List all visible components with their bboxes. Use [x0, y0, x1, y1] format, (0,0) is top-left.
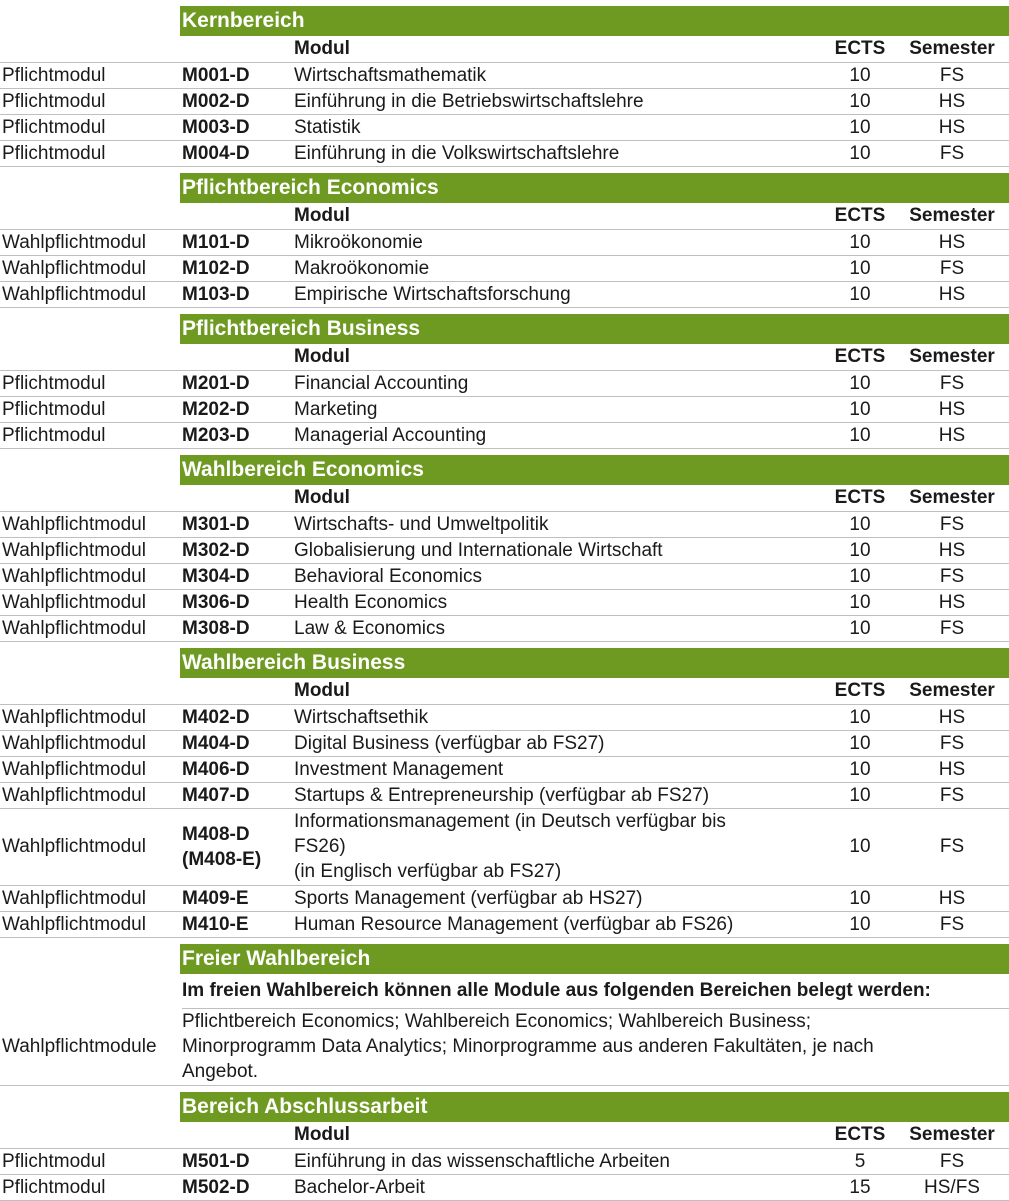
column-ects: ECTS: [834, 38, 886, 59]
module-code: M304-D: [182, 566, 250, 587]
module-name: Behavioral Economics: [294, 566, 482, 587]
table-row: [0, 282, 1009, 308]
module-code: M402-D: [182, 707, 250, 728]
module-type: Wahlpflichtmodul: [2, 836, 146, 857]
free-line: Pflichtbereich Economics; Wahlbereich Economics; Wahlbereich Business;: [182, 1011, 812, 1032]
module-name: Einführung in die Betriebswirtschaftslehre: [294, 91, 644, 112]
module-type: Wahlpflichtmodul: [2, 592, 146, 613]
free-line: Angebot.: [182, 1061, 259, 1082]
module-name: Startups & Entrepreneurship (verfügbar ab FS27): [294, 785, 710, 806]
module-code: M003-D: [182, 117, 250, 138]
module-ects: 10: [849, 514, 871, 535]
section-title: Pflichtbereich Economics: [180, 173, 1009, 203]
module-name: Sports Management (verfügbar ab HS27): [294, 888, 643, 909]
module-name: Financial Accounting: [294, 373, 469, 394]
module-type: Wahlpflichtmodul: [2, 284, 146, 305]
column-modul: Modul: [294, 205, 350, 226]
module-type: Pflichtmodul: [2, 117, 106, 138]
module-semester: FS: [939, 514, 965, 535]
column-semester: Semester: [909, 487, 995, 508]
module-ects: 10: [849, 836, 871, 857]
section-kernbereich: [0, 6, 1009, 167]
module-code: M410-E: [182, 914, 249, 935]
table-row: [0, 230, 1009, 256]
module-type: Pflichtmodul: [2, 425, 106, 446]
module-name: Wirtschaftsmathematik: [294, 65, 487, 86]
module-code: M408-D: [182, 824, 250, 845]
column-modul: Modul: [294, 346, 350, 367]
module-name: Statistik: [294, 117, 361, 138]
column-header-row: [0, 678, 1009, 705]
table-row: [0, 886, 1009, 912]
table-row: [0, 1175, 1009, 1201]
module-code: M409-E: [182, 888, 249, 909]
module-name: Globalisierung und Internationale Wirtschaft: [294, 540, 663, 561]
module-ects: 10: [849, 258, 871, 279]
module-code: M404-D: [182, 733, 250, 754]
module-semester: HS: [938, 399, 966, 420]
column-ects: ECTS: [834, 346, 886, 367]
section-title: Pflichtbereich Business: [180, 314, 1009, 344]
section-title: Wahlbereich Economics: [180, 455, 1009, 485]
module-semester: HS: [938, 425, 966, 446]
module-ects: 10: [849, 143, 871, 164]
free-line: Minorprogramm Data Analytics; Minorprogramme aus anderen Fakultäten, je nach: [182, 1036, 874, 1057]
table-row: [0, 912, 1009, 938]
module-type: Wahlpflichtmodul: [2, 258, 146, 279]
module-ects: 10: [849, 373, 871, 394]
module-ects: 10: [849, 759, 871, 780]
module-semester: HS/FS: [924, 1177, 980, 1198]
module-name: Wirtschafts- und Umweltpolitik: [294, 514, 549, 535]
module-code-alt: (M408-E): [182, 849, 262, 870]
section-abschlussarbeit: [0, 1092, 1009, 1201]
module-ects: 10: [849, 592, 871, 613]
section-title: Kernbereich: [180, 6, 1009, 36]
module-code: M306-D: [182, 592, 250, 613]
section-wahlbereich-economics: [0, 455, 1009, 642]
table-row: [0, 538, 1009, 564]
column-ects: ECTS: [834, 680, 886, 701]
module-name-block: [294, 809, 726, 884]
module-ects: 10: [849, 888, 871, 909]
column-modul: Modul: [294, 680, 350, 701]
module-name: Managerial Accounting: [294, 425, 487, 446]
module-code: M407-D: [182, 785, 250, 806]
table-row: [0, 590, 1009, 616]
module-code: M102-D: [182, 258, 250, 279]
module-name: Wirtschaftsethik: [294, 707, 429, 728]
module-name: Human Resource Management (verfügbar ab FS26): [294, 914, 734, 935]
module-code: M103-D: [182, 284, 250, 305]
module-ects: 10: [849, 566, 871, 587]
module-code: M002-D: [182, 91, 250, 112]
module-type: Wahlpflichtmodul: [2, 540, 146, 561]
module-semester: FS: [939, 258, 965, 279]
column-semester: Semester: [909, 346, 995, 367]
module-semester: HS: [938, 284, 966, 305]
module-type: Pflichtmodul: [2, 65, 106, 86]
module-ects: 10: [849, 707, 871, 728]
column-header-row: [0, 344, 1009, 371]
column-header-row: [0, 203, 1009, 230]
module-code-block: [182, 822, 261, 872]
module-type: Pflichtmodul: [2, 373, 106, 394]
table-row: [0, 423, 1009, 449]
module-name: Empirische Wirtschaftsforschung: [294, 284, 571, 305]
column-ects: ECTS: [834, 1124, 886, 1145]
module-ects: 10: [849, 284, 871, 305]
module-ects: 10: [849, 65, 871, 86]
free-description: [182, 1009, 982, 1084]
module-type: Wahlpflichtmodul: [2, 618, 146, 639]
module-semester: FS: [939, 618, 965, 639]
module-semester: FS: [939, 143, 965, 164]
module-ects: 10: [849, 733, 871, 754]
module-type: Wahlpflichtmodule: [2, 1036, 157, 1057]
column-modul: Modul: [294, 38, 350, 59]
module-type: Wahlpflichtmodul: [2, 733, 146, 754]
module-type: Pflichtmodul: [2, 1177, 106, 1198]
module-type: Pflichtmodul: [2, 399, 106, 420]
module-code: M201-D: [182, 373, 250, 394]
module-code: M501-D: [182, 1151, 250, 1172]
module-name: Makroökonomie: [294, 258, 430, 279]
module-type: Wahlpflichtmodul: [2, 759, 146, 780]
module-semester: FS: [939, 733, 965, 754]
section-freier-wahlbereich: [0, 944, 1009, 1086]
column-semester: Semester: [909, 1124, 995, 1145]
module-name: Investment Management: [294, 759, 504, 780]
free-row: [0, 1009, 1009, 1086]
column-ects: ECTS: [834, 487, 886, 508]
module-ects: 15: [849, 1177, 871, 1198]
module-type: Wahlpflichtmodul: [2, 707, 146, 728]
module-semester: FS: [939, 836, 965, 857]
module-type: Pflichtmodul: [2, 143, 106, 164]
section-title: Bereich Abschlussarbeit: [180, 1092, 1009, 1122]
module-code: M406-D: [182, 759, 250, 780]
table-row: [0, 371, 1009, 397]
module-code: M203-D: [182, 425, 250, 446]
table-row: [0, 783, 1009, 809]
column-modul: Modul: [294, 487, 350, 508]
table-row: [0, 757, 1009, 783]
column-header-row: [0, 1122, 1009, 1149]
module-semester: HS: [938, 592, 966, 613]
module-ects: 10: [849, 91, 871, 112]
table-row: [0, 141, 1009, 167]
module-name: Health Economics: [294, 592, 448, 613]
module-semester: HS: [938, 232, 966, 253]
module-name: Marketing: [294, 399, 378, 420]
module-ects: 10: [849, 117, 871, 138]
module-semester: FS: [939, 373, 965, 394]
module-type: Wahlpflichtmodul: [2, 914, 146, 935]
module-semester: HS: [938, 91, 966, 112]
module-type: Pflichtmodul: [2, 91, 106, 112]
column-modul: Modul: [294, 1124, 350, 1145]
column-ects: ECTS: [834, 205, 886, 226]
module-name: Bachelor-Arbeit: [294, 1177, 425, 1198]
module-ects: 5: [854, 1151, 866, 1172]
module-name: Digital Business (verfügbar ab FS27): [294, 733, 605, 754]
table-row: [0, 564, 1009, 590]
module-ects: 10: [849, 914, 871, 935]
module-code: M101-D: [182, 232, 250, 253]
section-pflichtbereich-business: [0, 314, 1009, 449]
module-type: Wahlpflichtmodul: [2, 888, 146, 909]
table-row: [0, 63, 1009, 89]
module-ects: 10: [849, 618, 871, 639]
module-code: M302-D: [182, 540, 250, 561]
module-semester: FS: [939, 785, 965, 806]
section-pflichtbereich-economics: [0, 173, 1009, 308]
module-code: M004-D: [182, 143, 250, 164]
module-type: Wahlpflichtmodul: [2, 566, 146, 587]
module-name: Mikroökonomie: [294, 232, 423, 253]
module-ects: 10: [849, 232, 871, 253]
section-title: Wahlbereich Business: [180, 648, 1009, 678]
table-row: [0, 256, 1009, 282]
module-code: M001-D: [182, 65, 250, 86]
module-name-cont: FS26): [294, 836, 346, 857]
column-semester: Semester: [909, 205, 995, 226]
module-name-note: (in Englisch verfügbar ab FS27): [294, 861, 562, 882]
table-row: [0, 705, 1009, 731]
module-name: Law & Economics: [294, 618, 446, 639]
column-semester: Semester: [909, 38, 995, 59]
module-code: M308-D: [182, 618, 250, 639]
module-type: Wahlpflichtmodul: [2, 785, 146, 806]
module-code: M301-D: [182, 514, 250, 535]
module-name: Einführung in die Volkswirtschaftslehre: [294, 143, 620, 164]
column-header-row: [0, 36, 1009, 63]
module-semester: HS: [938, 117, 966, 138]
module-name: Informationsmanagement (in Deutsch verfügbar bis: [294, 811, 726, 832]
module-type: Wahlpflichtmodul: [2, 232, 146, 253]
module-semester: FS: [939, 65, 965, 86]
module-type: Pflichtmodul: [2, 1151, 106, 1172]
module-code: M502-D: [182, 1177, 250, 1198]
module-semester: HS: [938, 707, 966, 728]
module-ects: 10: [849, 785, 871, 806]
module-ects: 10: [849, 540, 871, 561]
table-row: [0, 89, 1009, 115]
table-row: [0, 809, 1009, 886]
table-row: [0, 616, 1009, 642]
module-semester: FS: [939, 914, 965, 935]
module-code: M202-D: [182, 399, 250, 420]
module-name: Einführung in das wissenschaftliche Arbeiten: [294, 1151, 671, 1172]
module-ects: 10: [849, 399, 871, 420]
free-intro-text: Im freien Wahlbereich können alle Module aus folgenden Bereichen belegt werden:: [182, 974, 1009, 1009]
table-row: [0, 397, 1009, 423]
section-title: Freier Wahlbereich: [180, 944, 1009, 974]
table-row: [0, 512, 1009, 538]
column-header-row: [0, 485, 1009, 512]
module-semester: FS: [939, 566, 965, 587]
module-semester: HS: [938, 888, 966, 909]
table-row: [0, 1149, 1009, 1175]
module-semester: HS: [938, 759, 966, 780]
module-semester: HS: [938, 540, 966, 561]
table-row: [0, 115, 1009, 141]
column-semester: Semester: [909, 680, 995, 701]
section-wahlbereich-business: [0, 648, 1009, 938]
table-row: [0, 731, 1009, 757]
module-ects: 10: [849, 425, 871, 446]
module-type: Wahlpflichtmodul: [2, 514, 146, 535]
module-semester: FS: [939, 1151, 965, 1172]
